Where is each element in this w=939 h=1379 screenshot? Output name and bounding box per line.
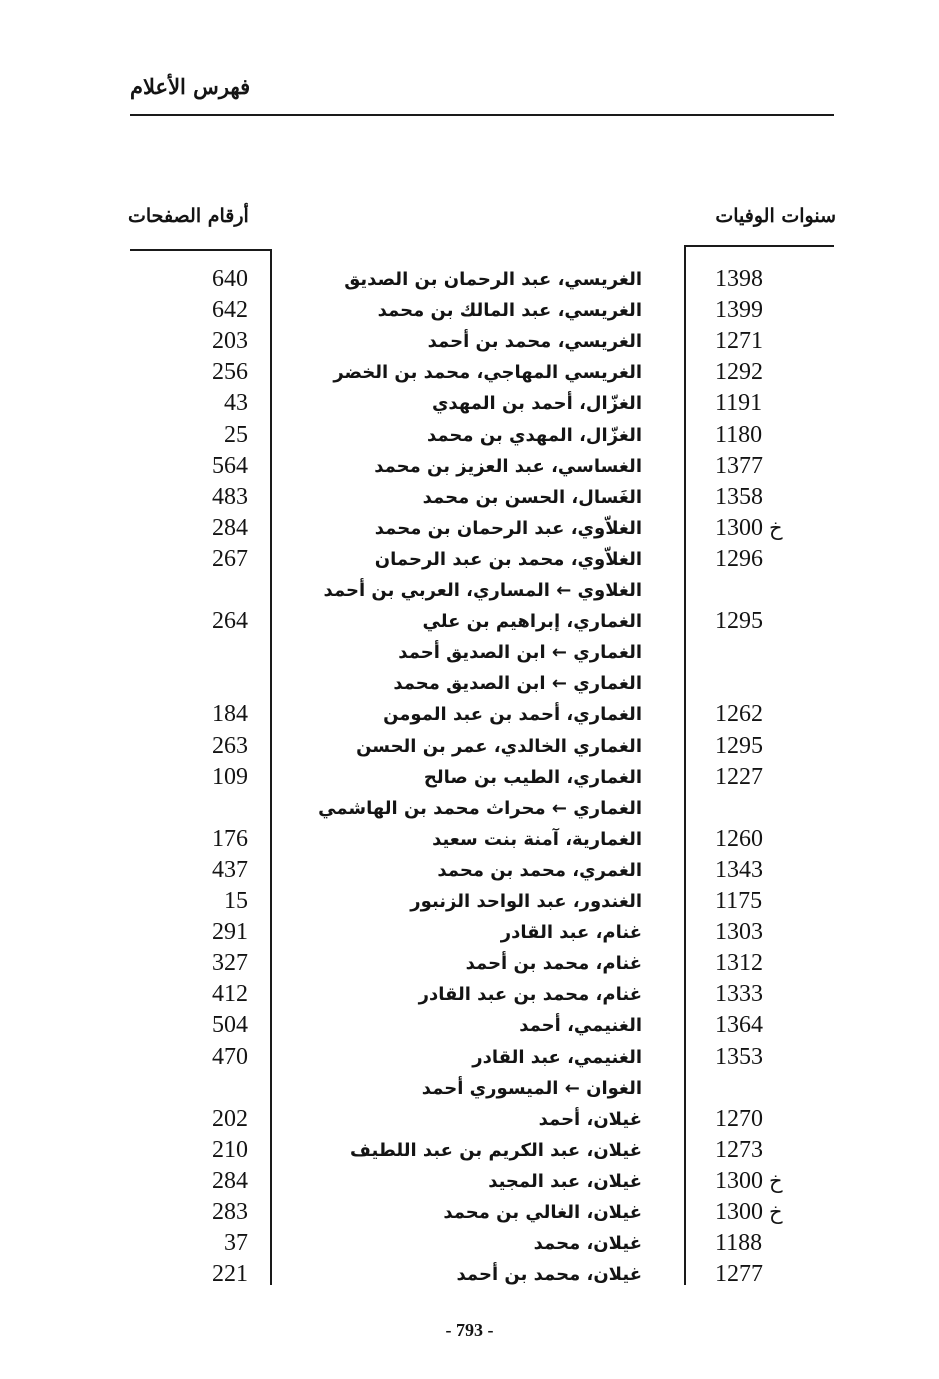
entry-death-year xyxy=(715,1166,825,1197)
entry-death-year xyxy=(715,1010,825,1041)
entry-page-number: 470 xyxy=(212,1044,248,1070)
entry-name: غنام، محمد بن عبد القادر xyxy=(418,984,642,1005)
entry-death-year xyxy=(715,731,825,762)
entry-page-number: 327 xyxy=(212,950,248,976)
page-number: - 793 - xyxy=(445,1320,494,1340)
entry-year-value: 1273 xyxy=(715,1137,763,1163)
entry-year-value: 1333 xyxy=(715,981,763,1007)
entry-name: غيلان، أحمد xyxy=(538,1109,642,1130)
entry-name: الغريسي، عبد المالك بن محمد xyxy=(377,300,642,321)
entry-page-number: 564 xyxy=(212,453,248,479)
entry-name: الغلاوي ← المساري، العربي بن أحمد xyxy=(323,580,642,601)
entry-year-value: 1399 xyxy=(715,297,763,323)
entry-name: غيلان، الغالي بن محمد xyxy=(443,1202,642,1223)
entry-year-marker: خ xyxy=(769,1200,783,1224)
entry-page-number: 37 xyxy=(224,1230,248,1256)
entry-page-number xyxy=(140,575,248,606)
entry-page-number: 25 xyxy=(224,422,248,448)
entry-year-value: 1262 xyxy=(715,701,763,727)
entry-page-number: 264 xyxy=(212,608,248,634)
entry-death-year xyxy=(715,482,825,513)
entry-death-year xyxy=(715,979,825,1010)
entry-year-value: 1227 xyxy=(715,764,763,790)
entry-name: غيلان، عبد الكريم بن عبد اللطيف xyxy=(350,1140,642,1161)
entry-death-year xyxy=(715,886,825,917)
entry-page-number: 412 xyxy=(212,981,248,1007)
entry-year-value: 1175 xyxy=(715,888,763,914)
entry-name: غيلان، محمد بن أحمد xyxy=(456,1264,642,1285)
entry-name: الغنيمي، عبد القادر xyxy=(472,1047,642,1068)
entry-name: الغوان ← الميسوري أحمد xyxy=(421,1078,642,1099)
entry-name: الغماري ← محراث محمد بن الهاشمي xyxy=(318,798,642,819)
entry-death-year xyxy=(715,388,825,419)
entry-death-year xyxy=(715,1259,825,1290)
entry-year-value: 1180 xyxy=(715,422,763,448)
entry-year-value: 1343 xyxy=(715,857,763,883)
entry-page-number: 43 xyxy=(224,390,248,416)
entry-name: الغندور، عبد الواحد الزنبور xyxy=(410,891,642,912)
entry-year-value: 1295 xyxy=(715,608,763,634)
entry-page-number: 291 xyxy=(212,919,248,945)
entry-year-value: 1271 xyxy=(715,328,763,354)
entry-page-number: 15 xyxy=(224,888,248,914)
column-heading-page-numbers: أرقام الصفحات xyxy=(128,205,249,227)
entry-year-marker: خ xyxy=(769,516,783,540)
entry-page-number xyxy=(140,668,248,699)
entry-death-year xyxy=(715,824,825,855)
column-heading-death-years: سنوات الوفيات xyxy=(715,205,836,227)
entry-year-marker: خ xyxy=(769,1169,783,1193)
entry-page-number: 109 xyxy=(212,764,248,790)
entry-page-number: 437 xyxy=(212,857,248,883)
entry-year-value: 1353 xyxy=(715,1044,763,1070)
entry-page-number: 504 xyxy=(212,1012,248,1038)
entry-name: الغماري ← ابن الصديق أحمد xyxy=(398,642,642,663)
entry-death-year xyxy=(715,699,825,730)
entry-name: الغنيمي، أحمد xyxy=(519,1015,642,1036)
entry-page-number xyxy=(140,637,248,668)
entry-death-year xyxy=(715,637,825,668)
entry-name: الغماري، أحمد بن عبد المومن xyxy=(383,704,642,725)
entry-death-year xyxy=(715,917,825,948)
entry-page-number: 202 xyxy=(212,1106,248,1132)
entry-page-number: 283 xyxy=(212,1199,248,1225)
entry-page-number: 263 xyxy=(212,733,248,759)
entry-page-number: 184 xyxy=(212,701,248,727)
entry-year-value: 1398 xyxy=(715,266,763,292)
entry-name: الغزّال، أحمد بن المهدي xyxy=(431,393,642,414)
entry-death-year xyxy=(715,420,825,451)
entry-name: الغماري ← ابن الصديق محمد xyxy=(393,673,642,694)
entry-death-year xyxy=(715,1197,825,1228)
entry-death-year xyxy=(715,513,825,544)
entry-death-year xyxy=(715,1073,825,1104)
entry-page-number: 210 xyxy=(212,1137,248,1163)
entry-name: الغريسي المهاجي، محمد بن الخضر xyxy=(333,362,642,383)
entry-page-number: 642 xyxy=(212,297,248,323)
entry-year-value: 1270 xyxy=(715,1106,763,1132)
entry-name: الغَسال، الحسن بن محمد xyxy=(422,487,642,508)
entry-death-year xyxy=(715,295,825,326)
entry-name: الغماري، إبراهيم بن علي xyxy=(422,611,642,632)
entry-page-number: 284 xyxy=(212,515,248,541)
entry-death-year xyxy=(715,668,825,699)
entry-year-value: 1292 xyxy=(715,359,763,385)
entry-death-year xyxy=(715,948,825,979)
entry-name: الغماري الخالدي، عمر بن الحسن xyxy=(356,736,642,757)
entry-death-year xyxy=(715,264,825,295)
entry-name: غيلان، محمد xyxy=(533,1233,642,1254)
pages-column-right-rule xyxy=(270,249,272,1285)
years-column-left-rule xyxy=(684,245,686,1285)
entry-name: غيلان، عبد المجيد xyxy=(488,1171,642,1192)
entry-year-value: 1312 xyxy=(715,950,763,976)
entry-year-value: 1303 xyxy=(715,919,763,945)
entry-name: الغريسي، عبد الرحمان بن الصديق xyxy=(344,269,642,290)
entry-year-value: 1191 xyxy=(715,390,763,416)
entry-death-year xyxy=(715,1104,825,1135)
entry-name: الغساسي، عبد العزيز بن محمد xyxy=(374,456,642,477)
entry-name: غنام، عبد القادر xyxy=(500,922,642,943)
entry-page-number: 483 xyxy=(212,484,248,510)
entry-page-number: 284 xyxy=(212,1168,248,1194)
entry-page-number xyxy=(140,793,248,824)
entry-death-year xyxy=(715,793,825,824)
entry-page-number: 267 xyxy=(212,546,248,572)
entry-death-year xyxy=(715,575,825,606)
entry-name: الغزّال، المهدي بن محمد xyxy=(426,425,642,446)
entry-year-value: 1364 xyxy=(715,1012,763,1038)
pages-column-top-rule xyxy=(130,249,272,251)
entry-name: الغماري، الطيب بن صالح xyxy=(423,767,642,788)
entry-death-year xyxy=(715,606,825,637)
entry-name: الغريسي، محمد بن أحمد xyxy=(427,331,642,352)
entry-death-year xyxy=(715,762,825,793)
entry-death-year xyxy=(715,1135,825,1166)
entry-death-year xyxy=(715,855,825,886)
years-column-top-rule xyxy=(684,245,834,247)
entry-page-number: 640 xyxy=(212,266,248,292)
entry-death-year xyxy=(715,326,825,357)
entry-year-value: 1358 xyxy=(715,484,763,510)
entry-death-year xyxy=(715,1228,825,1259)
entry-year-value: 1188 xyxy=(715,1230,763,1256)
entry-death-year xyxy=(715,357,825,388)
entry-page-number: 256 xyxy=(212,359,248,385)
entry-death-year xyxy=(715,544,825,575)
entry-page-number: 203 xyxy=(212,328,248,354)
entry-death-year xyxy=(715,1042,825,1073)
entry-name: الغمري، محمد بن محمد xyxy=(437,860,642,881)
entry-page-number: 176 xyxy=(212,826,248,852)
entry-year-value: 1295 xyxy=(715,733,763,759)
entry-name: الغلاّوي، عبد الرحمان بن محمد xyxy=(374,518,642,539)
entry-page-number: 221 xyxy=(212,1261,248,1287)
entry-year-value: 1296 xyxy=(715,546,763,572)
entry-year-value: 1277 xyxy=(715,1261,763,1287)
entry-year-value: 1300 xyxy=(715,1199,763,1225)
entry-death-year xyxy=(715,451,825,482)
entry-name: الغلاّوي، محمد بن عبد الرحمان xyxy=(374,549,642,570)
entry-year-value: 1300 xyxy=(715,515,763,541)
running-header-title: فهرس الأعلام xyxy=(130,74,251,99)
header-rule xyxy=(130,114,834,116)
entry-year-value: 1377 xyxy=(715,453,763,479)
entry-name: الغمارية، آمنة بنت سعيد xyxy=(432,829,642,850)
entry-page-number xyxy=(140,1073,248,1104)
entry-name: غنام، محمد بن أحمد xyxy=(465,953,642,974)
entry-year-value: 1300 xyxy=(715,1168,763,1194)
entry-year-value: 1260 xyxy=(715,826,763,852)
